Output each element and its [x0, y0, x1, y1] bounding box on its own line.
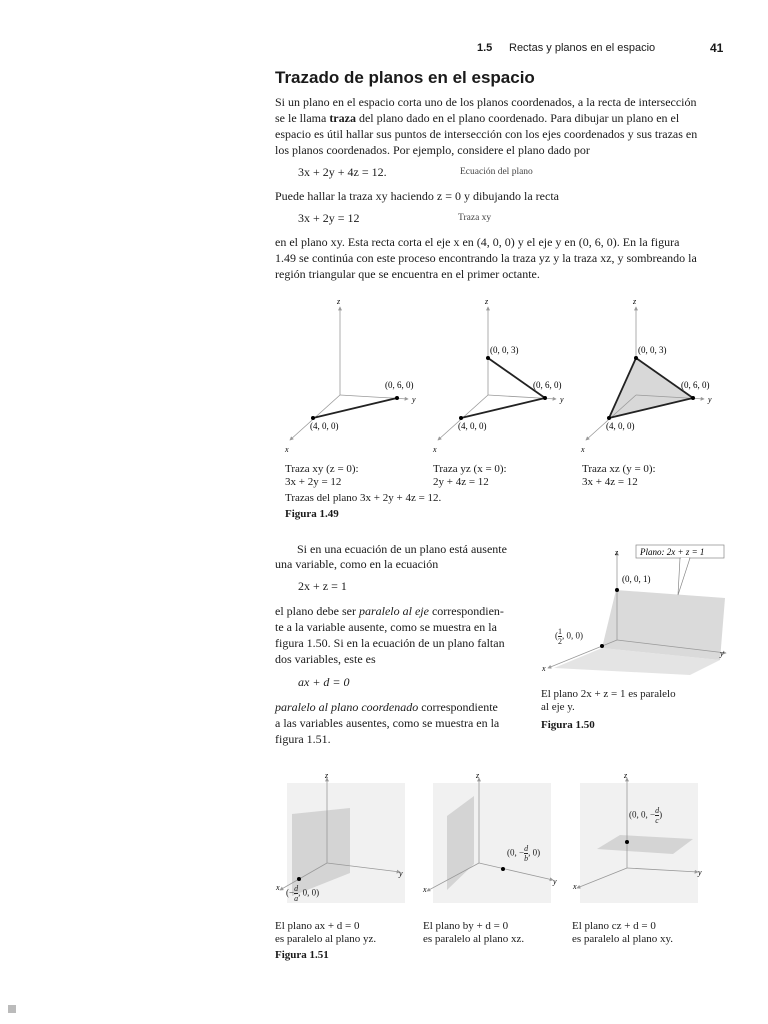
svg-text:z: z: [615, 548, 619, 557]
intro-line-2: se le llama traza del plano dado en el plano coordenado. Para dibujar un plano en el: [275, 111, 680, 125]
svg-text:z: z: [325, 771, 329, 780]
x-axis-label: x: [285, 445, 289, 454]
fig149-label: Figura 1.49: [285, 508, 339, 520]
svg-text:(0, 6, 0): (0, 6, 0): [681, 380, 710, 390]
point-neg-d-over-c: (0, 0, − $\frac{d}{c}$ ): [629, 806, 663, 825]
caption-plane-yz: El plano ax + d = 0 es paralelo al plano yz.: [275, 920, 377, 945]
svg-text:y: y: [698, 868, 702, 877]
col-p2-line1: el plano debe ser paralelo al eje correspondien-: [275, 604, 504, 618]
svg-text:(4, 0, 0): (4, 0, 0): [458, 421, 487, 431]
fig150-caption: El plano 2x + z = 1 es paralelo al eje y.: [541, 688, 676, 713]
caption-plane-xy: El plano cz + d = 0 es paralelo al plano xy.: [572, 920, 673, 945]
plane-equation: 3x + 2y + 4z = 12.: [298, 165, 387, 179]
intro-line-1: Si un plano en el espacio corta uno de los planos coordenados, a la recta de intersección: [275, 95, 697, 109]
z-axis-label: z: [337, 297, 341, 306]
svg-text:(0, 6, 0): (0, 6, 0): [533, 380, 562, 390]
para2-line-3: región triangular que se encuentra en el primer octante.: [275, 267, 540, 281]
y-axis-label: y: [412, 395, 416, 404]
svg-text:y: y: [399, 869, 403, 878]
caption-plane-xz: El plano by + d = 0 es paralelo al plano xz.: [423, 920, 525, 945]
plane-equation-note: Ecuación del plano: [460, 167, 533, 177]
page-number: 41: [710, 41, 724, 55]
point-half-0-0: ( $\frac{1}{2}$ , 0, 0): [555, 627, 583, 646]
fig150-label: Figura 1.50: [541, 719, 595, 731]
trace-equation: 3x + 2y = 12: [298, 211, 360, 225]
plane-callout: Plano: 2x + z = 1: [640, 547, 705, 557]
point-0-6-0: (0, 6, 0): [385, 380, 414, 390]
point-0-0-3: (0, 0, 3): [490, 345, 519, 355]
svg-text:z: z: [485, 297, 489, 306]
col-p2-line3: figura 1.50. Si en la ecuación de un plano faltan: [275, 636, 505, 650]
equation-2x-z: 2x + z = 1: [298, 579, 347, 593]
col-p1-line2: una variable, como en la ecuación: [275, 557, 439, 571]
col-p3-line1: paralelo al plano coordenado correspondiente: [275, 700, 498, 714]
col-p2-line4: dos variables, este es: [275, 652, 376, 666]
equation-ax-d: ax + d = 0: [298, 675, 350, 689]
section-number: 1.5: [477, 42, 493, 54]
svg-text:z: z: [633, 297, 637, 306]
col-p3-line3: figura 1.51.: [275, 732, 331, 746]
caption-trace-xz: Traza xz (y = 0): 3x + 4z = 12: [582, 463, 656, 488]
svg-text:x: x: [542, 664, 546, 673]
figure-1-50: [540, 540, 735, 680]
trace-equation-note: Traza xy: [458, 213, 492, 223]
trace-panel-xy: [284, 297, 416, 454]
trace-panel-xz: [580, 297, 712, 454]
point-neg-d-over-b: (0, − $\frac{d}{b}$ , 0): [507, 844, 541, 863]
fig149-summary: Trazas del plano 3x + 2y + 4z = 12.: [285, 492, 442, 504]
intro-line-3: espacio es útil hallar sus puntos de intersección con los ejes coordenados y sus trazas en: [275, 127, 698, 141]
figure-1-51: [275, 768, 725, 908]
col-p3-line2: a las variables ausentes, como se muestra en la: [275, 716, 500, 730]
svg-text:(4, 0, 0): (4, 0, 0): [606, 421, 635, 431]
svg-text:x: x: [423, 885, 427, 894]
point-neg-d-over-a: (− $\frac{d}{a}$ , 0, 0): [286, 884, 320, 903]
para2-line-2: 1.49 se continúa con este proceso encontrando la traza yz y la traza xz, y sombreando la: [275, 251, 697, 265]
section-title: Rectas y planos en el espacio: [509, 42, 656, 54]
page-corner-mark: [8, 1005, 16, 1013]
svg-text:x: x: [573, 882, 577, 891]
intro-line-4: los planos coordenados. Por ejemplo, considere el plano dado por: [275, 143, 590, 157]
col-p1-line1: Si en una ecuación de un plano está ausente: [297, 542, 507, 556]
term-traza: traza: [329, 111, 356, 125]
svg-text:x: x: [433, 445, 437, 454]
point-0-0-1: (0, 0, 1): [622, 574, 651, 584]
svg-text:x: x: [581, 445, 585, 454]
caption-trace-xy: Traza xy (z = 0): 3x + 2y = 12: [285, 463, 359, 488]
svg-text:y: y: [720, 649, 724, 658]
svg-text:y: y: [560, 395, 564, 404]
svg-text:z: z: [624, 771, 628, 780]
svg-text:(0, 0, 3): (0, 0, 3): [638, 345, 667, 355]
fig151-label: Figura 1.51: [275, 949, 329, 961]
point-4-0-0: (4, 0, 0): [310, 421, 339, 431]
caption-trace-yz: Traza yz (x = 0): 2y + 4z = 12: [433, 463, 507, 488]
svg-text:y: y: [708, 395, 712, 404]
svg-text:x: x: [276, 883, 280, 892]
svg-text:z: z: [476, 771, 480, 780]
col-p2-line2: te a la variable ausente, como se muestra en la: [275, 620, 497, 634]
para2-line-1: en el plano xy. Esta recta corta el eje x en (4, 0, 0) y el eje y en (0, 6, 0). En la figura: [275, 235, 680, 249]
figure-1-49: [280, 295, 740, 460]
section-heading: Trazado de planos en el espacio: [275, 68, 535, 87]
trace-intro: Puede hallar la traza xy haciendo z = 0 y dibujando la recta: [275, 189, 559, 203]
trace-panel-yz: [432, 297, 564, 454]
svg-text:y: y: [553, 877, 557, 886]
